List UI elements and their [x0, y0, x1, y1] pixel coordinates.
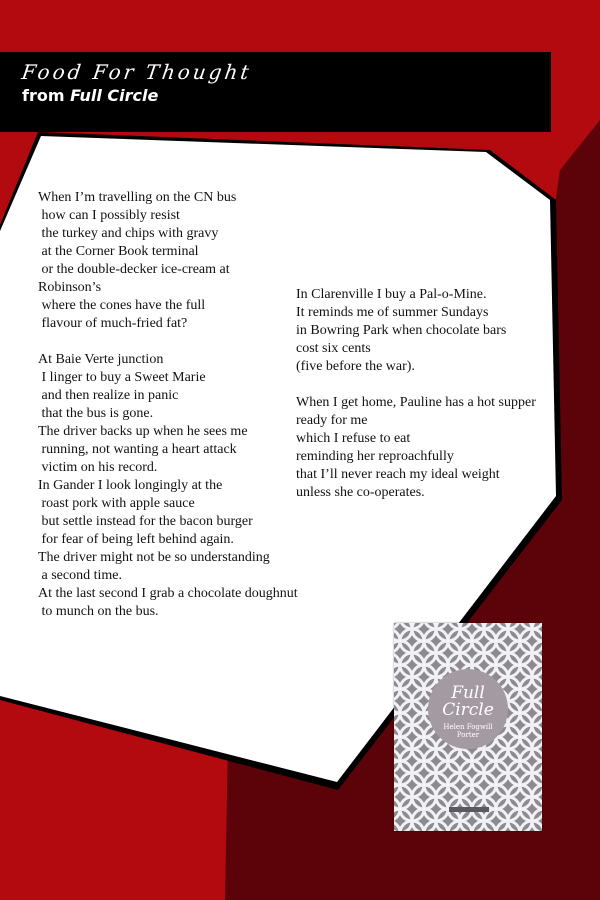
poem-line: victim on his record.	[38, 460, 158, 475]
publisher-mark	[449, 807, 489, 812]
poem-line: roast pork with apple sauce	[38, 496, 195, 511]
poem-line: I linger to buy a Sweet Marie	[38, 370, 206, 385]
poem-line: flavour of much-fried fat?	[38, 316, 188, 331]
poem-line: When I’m travelling on the CN bus	[38, 190, 237, 205]
poem-line: At Baie Verte junction	[38, 352, 164, 367]
poem-line: for fear of being left behind again.	[38, 532, 234, 547]
poem-line: and then realize in panic	[38, 388, 179, 403]
book-title-line2: Circle	[442, 700, 494, 720]
header-bar	[0, 52, 551, 132]
poem-line	[296, 376, 536, 394]
book-title-line1: Full	[451, 683, 485, 703]
page-subtitle	[22, 86, 158, 105]
poem-line: a second time.	[38, 568, 122, 583]
poem-line: At the last second I grab a chocolate doughnut	[38, 586, 298, 601]
poem-line: In Gander I look longingly at the	[38, 478, 223, 493]
poem-line: cost six cents	[296, 341, 371, 356]
poem-line: that the bus is gone.	[38, 406, 154, 421]
poem-line: When I get home, Pauline has a hot supper	[296, 395, 536, 410]
poem-line: how can I possibly resist	[38, 208, 180, 223]
book-author-line1: Helen Fogwill	[443, 723, 493, 731]
poem-column-left	[38, 189, 298, 621]
poem-line: The driver might not be so understanding	[38, 550, 270, 565]
subtitle-prefix: from	[22, 86, 71, 105]
book-author	[428, 723, 508, 739]
poem-line	[38, 333, 298, 351]
book-title-badge	[428, 669, 508, 749]
poem-line: (five before the war).	[296, 359, 415, 374]
poem-line: which I refuse to eat	[296, 431, 411, 446]
poem-line: The driver backs up when he sees me	[38, 424, 248, 439]
book-title	[428, 685, 508, 719]
poem-line: In Clarenville I buy a Pal-o-Mine.	[296, 287, 487, 302]
subtitle-book-title: Full Circle	[70, 86, 159, 105]
poem-line: to munch on the bus.	[38, 604, 159, 619]
poem-line: at the Corner Book terminal	[38, 244, 199, 259]
poem-line: the turkey and chips with gravy	[38, 226, 219, 241]
poem-line: running, not wanting a heart attack	[38, 442, 237, 457]
poem-line: in Bowring Park when chocolate bars	[296, 323, 507, 338]
book-author-line2: Porter	[456, 731, 480, 739]
poem-line: reminding her reproachfully	[296, 449, 454, 464]
poem-line: that I’ll never reach my ideal weight	[296, 467, 500, 482]
poem-line: unless she co-operates.	[296, 485, 425, 500]
page-title: Food For Thought	[20, 60, 254, 84]
poem-line: where the cones have the full	[38, 298, 206, 313]
poem-line: Robinson’s	[38, 280, 102, 295]
poem-line: or the double-decker ice-cream at	[38, 262, 230, 277]
book-cover	[394, 623, 542, 831]
poem-column-right	[296, 286, 536, 502]
poem-line: ready for me	[296, 413, 368, 428]
poem-line: but settle instead for the bacon burger	[38, 514, 253, 529]
poem-line: It reminds me of summer Sundays	[296, 305, 489, 320]
